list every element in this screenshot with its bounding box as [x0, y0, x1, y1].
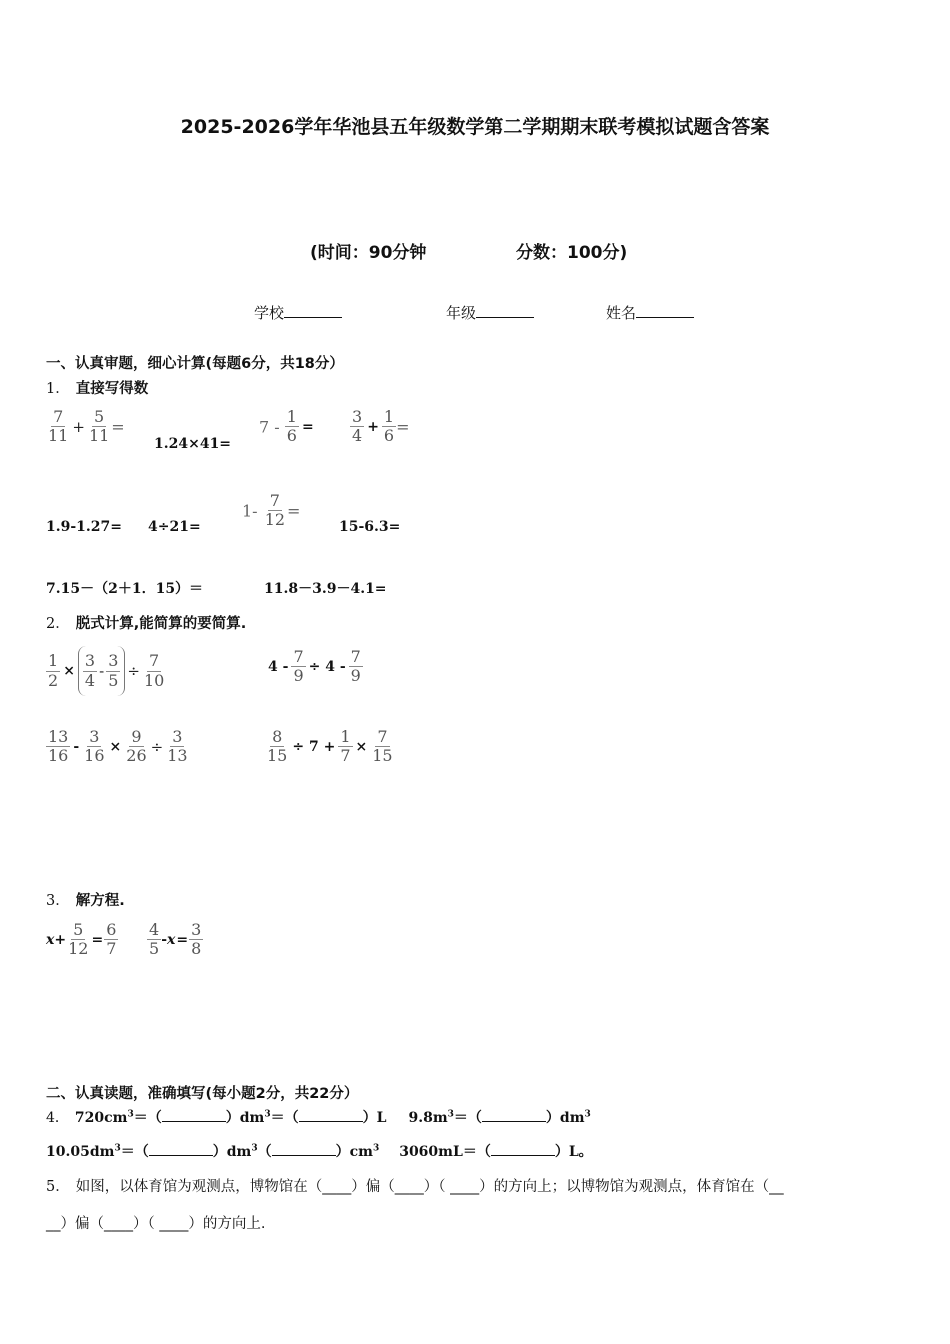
q1-item-j: 11.8－3.9－4.1= — [264, 581, 387, 597]
section1-heading: 一、认真审题，细心计算(每题6分，共18分） — [46, 356, 344, 372]
numerator: 3 — [172, 727, 183, 746]
fraction — [142, 652, 166, 690]
numerator: 3 — [191, 920, 202, 939]
q2-expression-3 — [46, 728, 190, 766]
q1-item-c — [259, 408, 317, 446]
operator-text: ÷ 4 - — [308, 658, 346, 675]
answer-blank[interactable] — [149, 1141, 213, 1156]
fraction — [147, 921, 161, 959]
equals-sign: = — [396, 417, 410, 437]
answer-blank[interactable] — [491, 1141, 555, 1156]
fraction — [46, 408, 70, 446]
fraction — [87, 408, 111, 446]
q3-equation-1 — [46, 921, 118, 959]
numerator: 7 — [53, 407, 64, 426]
denominator: 4 — [352, 426, 363, 446]
superscript: 3 — [372, 1143, 380, 1154]
numerator: 7 — [350, 647, 361, 666]
q1-item-i: 7.15－（2＋1．15）＝ — [46, 581, 204, 597]
plus-sign: + — [367, 418, 379, 435]
denominator: 16 — [84, 746, 105, 766]
numerator: 1 — [48, 651, 59, 671]
exam-score: 分数：100分) — [516, 243, 628, 263]
q5-line-1 — [46, 1175, 784, 1196]
q4-text: ）cm — [335, 1144, 373, 1160]
section2-heading: 二、认真读题，准确填写(每小题2分，共22分） — [46, 1086, 359, 1102]
plus-sign: + — [54, 931, 67, 948]
exam-time: (时间：90分钟 — [310, 243, 427, 263]
minus-sign: - — [73, 738, 80, 755]
answer-blank[interactable] — [272, 1141, 336, 1156]
q4-text: ＝（ — [270, 1110, 299, 1126]
superscript: 3 — [127, 1109, 134, 1120]
q1-item-f: 4÷21= — [148, 519, 201, 535]
denominator: 7 — [106, 939, 117, 959]
denominator: 5 — [108, 670, 119, 690]
denominator: 10 — [143, 670, 165, 690]
q4-text: 3060mL＝（ — [399, 1144, 491, 1160]
denominator: 2 — [48, 670, 59, 690]
superscript: 3 — [584, 1109, 591, 1120]
q3-equation-2 — [147, 921, 203, 959]
fraction — [165, 728, 189, 766]
q3-title — [46, 889, 125, 910]
fraction — [66, 921, 90, 959]
q1-item-g — [242, 492, 300, 530]
denominator: 26 — [126, 746, 147, 766]
equals-sign: = — [301, 418, 314, 435]
equals-sign: = — [287, 501, 301, 521]
times-sign: × — [355, 738, 368, 755]
denominator: 9 — [293, 666, 304, 686]
superscript: 3 — [447, 1109, 454, 1120]
equals-sign: = — [176, 931, 189, 948]
fraction — [263, 492, 287, 530]
numerator: 3 — [89, 727, 100, 746]
variable-x: x — [167, 931, 176, 948]
divide-sign: ÷ — [127, 662, 140, 680]
q2-title-text: 脱式计算,能简算的要简算. — [75, 616, 247, 632]
school-field — [254, 302, 342, 323]
q1-item-e: 1.9-1.27= — [46, 519, 122, 535]
numerator: 9 — [131, 727, 142, 746]
fraction — [350, 408, 364, 446]
q4-text: ）L。 — [554, 1144, 593, 1160]
numerator: 1 — [383, 407, 395, 426]
numerator: 7 — [149, 651, 160, 671]
numerator: 7 — [293, 647, 304, 666]
minus-sign: - — [161, 931, 167, 948]
q3-number: 3． — [46, 893, 70, 909]
numerator: 5 — [73, 920, 84, 939]
q4-text: ＝（ — [133, 1110, 162, 1126]
q4-line-1 — [46, 1107, 591, 1127]
grade-label: 年级 — [446, 304, 477, 322]
numerator: 13 — [48, 727, 69, 746]
q4-text: ）dm — [545, 1110, 585, 1126]
q2-expression-1 — [46, 646, 166, 696]
minus-sign: - — [99, 662, 105, 680]
q1-item-d — [350, 408, 410, 446]
name-blank[interactable] — [636, 303, 694, 318]
q2-title — [46, 612, 246, 633]
q1-title — [46, 377, 148, 398]
superscript: 3 — [264, 1109, 271, 1120]
denominator: 9 — [350, 666, 361, 686]
denominator: 15 — [372, 746, 393, 766]
fraction — [370, 728, 394, 766]
denominator: 16 — [48, 746, 69, 766]
denominator: 12 — [68, 939, 89, 959]
q4-text: ＝（ — [120, 1144, 149, 1160]
q5-line-2: __）偏（____）（ ____）的方向上. — [46, 1216, 266, 1232]
equals-sign: = — [111, 417, 125, 437]
denominator: 6 — [286, 426, 297, 446]
school-label: 学校 — [254, 304, 285, 322]
numerator: 1 — [286, 407, 297, 426]
denominator: 11 — [48, 426, 69, 446]
expression-prefix: 7 - — [259, 417, 280, 437]
q4-line-2 — [46, 1141, 593, 1161]
numerator: 3 — [352, 407, 363, 426]
q5-text: 如图，以体育馆为观测点，博物馆在（____）偏（____）（ ____）的方向上；以博物馆为观测点，体育馆在（__ — [75, 1179, 784, 1195]
fraction — [285, 408, 299, 446]
fraction — [46, 652, 60, 690]
numerator: 7 — [377, 727, 388, 746]
fraction — [46, 728, 70, 766]
grade-blank[interactable] — [476, 303, 534, 318]
denominator: 12 — [264, 510, 286, 530]
numerator: 5 — [94, 407, 105, 426]
times-sign: × — [109, 738, 122, 755]
q1-title-text: 直接写得数 — [75, 381, 149, 397]
fraction — [106, 652, 120, 690]
answer-blank[interactable] — [162, 1107, 226, 1122]
answer-blank[interactable] — [482, 1107, 546, 1122]
q4-text: ）L — [362, 1110, 387, 1126]
fraction — [82, 728, 106, 766]
q3-title-text: 解方程. — [75, 893, 125, 909]
q4-number: 4． — [46, 1110, 69, 1126]
parenthesis-group — [78, 646, 125, 696]
q4-text: 720cm — [74, 1110, 128, 1126]
q2-expression-2 — [265, 648, 363, 686]
plus-sign: + — [72, 417, 85, 436]
q5-number: 5． — [46, 1179, 70, 1195]
grade-field — [446, 302, 534, 323]
denominator: 15 — [267, 746, 288, 766]
page-title: 2025-2026学年华池县五年级数学第二学期期末联考模拟试题含答案 — [180, 116, 770, 138]
numerator: 8 — [272, 727, 283, 746]
q4-text: ）dm — [225, 1110, 265, 1126]
operator-text: ÷ 7 + — [292, 738, 336, 755]
fraction — [124, 728, 148, 766]
expression-prefix: 1- — [242, 501, 258, 521]
fraction — [83, 652, 97, 690]
q1-item-a — [46, 408, 125, 446]
numerator: 6 — [106, 920, 117, 939]
denominator: 13 — [167, 746, 188, 766]
q4-text: （ — [257, 1144, 272, 1160]
numerator: 1 — [340, 727, 351, 746]
denominator: 11 — [88, 426, 110, 446]
q1-item-b: 1.24×41= — [154, 436, 232, 452]
times-sign: × — [63, 663, 75, 679]
numerator: 4 — [149, 920, 160, 939]
fraction — [382, 408, 396, 446]
variable-x: x — [46, 931, 55, 948]
q4-text: ）dm — [212, 1144, 252, 1160]
numerator: 3 — [84, 651, 96, 671]
denominator: 8 — [191, 939, 202, 959]
fraction — [338, 728, 352, 766]
numerator: 3 — [108, 651, 119, 671]
expression-prefix: 4 - — [268, 658, 289, 675]
school-blank[interactable] — [284, 303, 342, 318]
q2-number: 2． — [46, 616, 70, 632]
fraction — [349, 648, 363, 686]
q4-text: ＝（ — [453, 1110, 482, 1126]
numerator: 7 — [269, 491, 280, 510]
denominator: 5 — [149, 939, 160, 959]
answer-blank[interactable] — [299, 1107, 363, 1122]
q2-expression-4 — [265, 728, 395, 766]
superscript: 3 — [251, 1143, 258, 1154]
equals-sign: = — [91, 931, 104, 948]
denominator: 4 — [84, 670, 96, 690]
superscript: 3 — [114, 1143, 121, 1154]
q1-number: 1． — [46, 381, 70, 397]
q4-text: 9.8m — [408, 1110, 448, 1126]
q4-text: 10.05dm — [46, 1144, 115, 1160]
fraction — [189, 921, 203, 959]
name-label: 姓名 — [606, 304, 637, 322]
divide-sign: ÷ — [150, 737, 164, 756]
fraction — [104, 921, 118, 959]
name-field — [606, 302, 694, 323]
fraction — [291, 648, 305, 686]
denominator: 6 — [383, 426, 395, 446]
fraction — [265, 728, 289, 766]
q1-item-h: 15-6.3= — [339, 519, 401, 535]
denominator: 7 — [340, 746, 351, 766]
